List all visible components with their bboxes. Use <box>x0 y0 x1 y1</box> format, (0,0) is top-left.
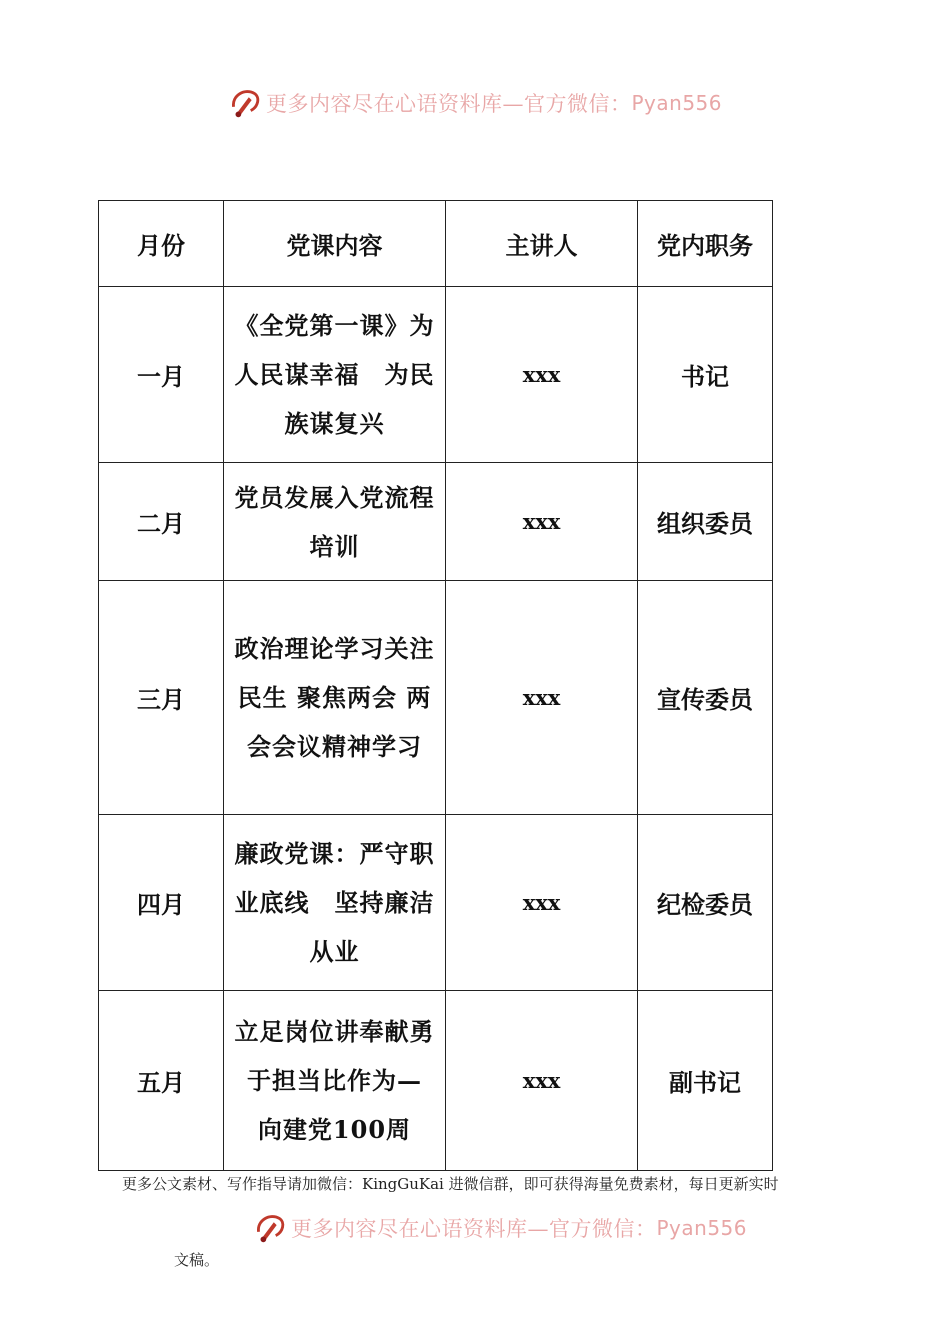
cell-role: 组织委员 <box>638 463 773 581</box>
cell-month: 三月 <box>99 581 224 815</box>
pen-swirl-icon <box>251 1209 289 1247</box>
watermark-banner-bottom <box>251 1209 747 1247</box>
table-header-row <box>99 201 773 287</box>
cell-role: 书记 <box>638 287 773 463</box>
watermark-wechat-id: Pyan556 <box>656 1216 748 1240</box>
watermark-text: 更多内容尽在心语资料库—官方微信： <box>266 92 632 116</box>
cell-role: 宣传委员 <box>638 581 773 815</box>
watermark-banner-top <box>226 84 722 122</box>
watermark-wechat-id: Pyan556 <box>631 91 723 115</box>
cell-content: 政治理论学习关注民生 聚焦两会 两会会议精神学习 <box>224 581 446 815</box>
cell-content: 《全党第一课》为人民谋幸福 为民族谋复兴 <box>224 287 446 463</box>
cell-content: 立足岗位讲奉献勇于担当比作为— 向建党100周 <box>224 991 446 1171</box>
watermark-text: 更多内容尽在心语资料库—官方微信： <box>291 1217 657 1241</box>
header-content: 党课内容 <box>224 201 446 287</box>
table-row <box>99 287 773 463</box>
header-month: 月份 <box>99 201 224 287</box>
cell-month: 一月 <box>99 287 224 463</box>
cell-content: 廉政党课：严守职业底线 坚持廉洁从业 <box>224 815 446 991</box>
table-row <box>99 463 773 581</box>
header-role: 党内职务 <box>638 201 773 287</box>
cell-role: 副书记 <box>638 991 773 1171</box>
pen-swirl-icon <box>226 84 264 122</box>
party-lesson-table <box>98 200 773 1171</box>
table-row <box>99 991 773 1171</box>
cell-speaker: xxx <box>446 815 638 991</box>
cell-speaker: xxx <box>446 463 638 581</box>
footer-note: 更多公文素材、写作指导请加微信：KingGuKai 进微信群，即可获得海量免费素材，每日更新实时 <box>122 1175 779 1193</box>
cell-content: 党员发展入党流程培训 <box>224 463 446 581</box>
cell-speaker: xxx <box>446 581 638 815</box>
cell-role: 纪检委员 <box>638 815 773 991</box>
footer-tail: 文稿。 <box>174 1251 220 1269</box>
cell-month: 五月 <box>99 991 224 1171</box>
cell-month: 二月 <box>99 463 224 581</box>
cell-speaker: xxx <box>446 991 638 1171</box>
table-row <box>99 581 773 815</box>
cell-speaker: xxx <box>446 287 638 463</box>
header-speaker: 主讲人 <box>446 201 638 287</box>
table-row <box>99 815 773 991</box>
cell-month: 四月 <box>99 815 224 991</box>
